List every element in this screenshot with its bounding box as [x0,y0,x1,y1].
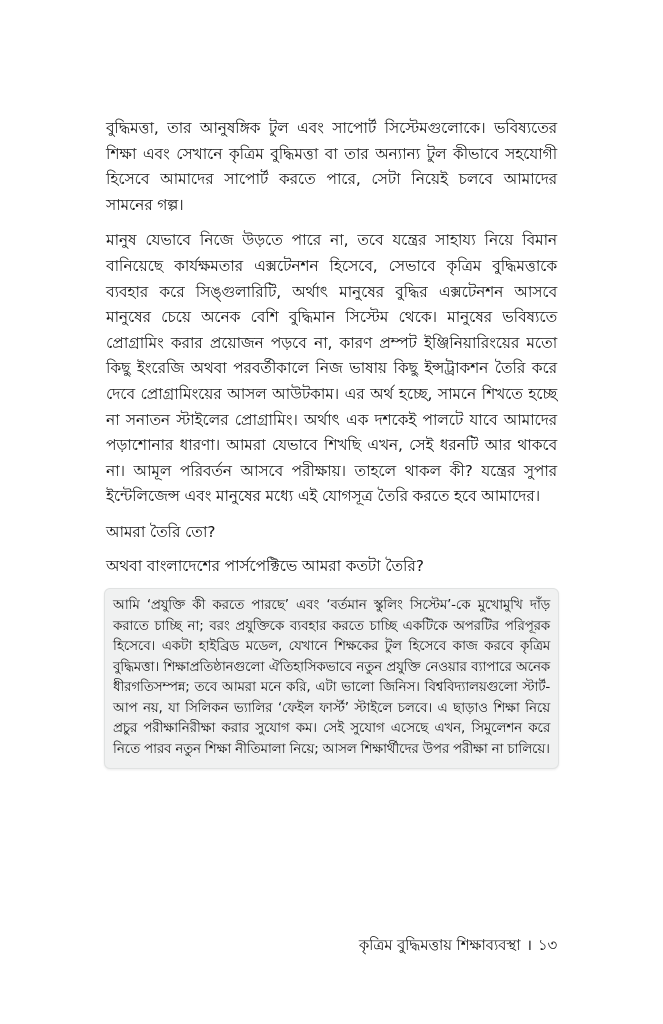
page-footer [359,934,557,959]
running-title: কৃত্রিম বুদ্ধিমত্তায় শিক্ষাব্যবস্থা [358,936,521,954]
page-content [106,116,557,769]
body-paragraph-2: মানুষ যেভাবে নিজে উড়তে পারে না, তবে যন্ত্রের সাহায্য নিয়ে বিমান বানিয়েছে কার্যক্ষমতার এক্সটেনশন হিসেবে, সেভাবে কৃত্রিম বুদ্ধিমত্তাকে ব্যবহার করে সিঙ্গুলারিটি, অর্থাৎ মানুষের বুদ্ধির এক্সটেনশন আসবে মানুষের চেয়ে অনেক বেশি বুদ্ধিমান সিস্টেম থেকে। মানুষের ভবিষ্যতে প্রোগ্রামিং করার প্রয়োজন পড়বে না, কারণ প্রম্পট ইঞ্জিনিয়ারিংয়ের মতো কিছু ইংরেজি অথবা পরবর্তীকালে নিজ ভাষায় কিছু ইন্সট্রাকশন তৈরি করে দেবে প্রোগ্রামিংয়ের আসল আউটকাম। এর অর্থ হচ্ছে, সামনে শিখতে হচ্ছে না সনাতন স্টাইলের প্রোগ্রামিং। অর্থাৎ এক দশকেই পালটে যাবে আমাদের পড়াশোনার ধারণা। আমরা যেভাবে শিখছি এখন, সেই ধরনটি আর থাকবে না। আমূল পরিবর্তন আসবে পরীক্ষায়। তাহলে থাকল কী? যন্ত্রের সুপার ইন্টেলিজেন্স এবং মানুষের মধ্যে এই যোগসূত্র তৈরি করতে হবে আমাদের। [106,231,557,506]
body-paragraph-1: বুদ্ধিমত্তা, তার আনুষঙ্গিক টুল এবং সাপোর্ট সিস্টেমগুলোকে। ভবিষ্যতের শিক্ষা এবং সেখানে কৃত্রিম বুদ্ধিমত্তা বা তার অন্যান্য টুল কীভাবে সহযোগী হিসেবে আমাদের সাপোর্ট করতে পারে, সেটা নিয়েই চলবে আমাদের সামনের গল্প। [106,119,557,214]
question-bangladesh-perspective: অথবা বাংলাদেশের পার্সপেক্টিভে আমরা কতটা তৈরি? [106,556,424,575]
footer-separator: । [526,936,532,954]
question-ready: আমরা তৈরি তো? [106,522,216,541]
page-number: ১৩ [537,936,557,954]
callout-text: আমি ‘প্রযুক্তি কী করতে পারছে’ এবং ‘বর্তমান স্কুলিং সিস্টেম’-কে মুখোমুখি দাঁড় করাতে চাচ্ছি না; বরং প্রযুক্তিকে ব্যবহার করতে চাচ্ছি একটিকে অপরটির পরিপূরক হিসেবে। একটা হাইব্রিড মডেল, যেখানে শিক্ষকের টুল হিসেবে কাজ করবে কৃত্রিম বুদ্ধিমত্তা। শিক্ষাপ্রতিষ্ঠানগুলো ঐতিহাসিকভাবে নতুন প্রযুক্তি নেওয়ার ব্যাপারে অনেক ধীরগতিসম্পন্ন; তবে আমরা মনে করি, এটা ভালো জিনিস। বিশ্ববিদ্যালয়গুলো স্টার্ট-আপ নয়, যা সিলিকন ভ্যালির ‘ফেইল ফার্স্ট’ স্টাইলে চলবে। এ ছাড়াও শিক্ষা নিয়ে প্রচুর পরীক্ষানিরীক্ষা করার সুযোগ কম। সেই সুযোগ এসেছে এখন, সিমুলেশন করে নিতে পারব নতুন শিক্ষা নীতিমালা নিয়ে; আসল শিক্ষার্থীদের উপর পরীক্ষা না চালিয়ে। [113,596,550,758]
callout-box [104,588,559,769]
